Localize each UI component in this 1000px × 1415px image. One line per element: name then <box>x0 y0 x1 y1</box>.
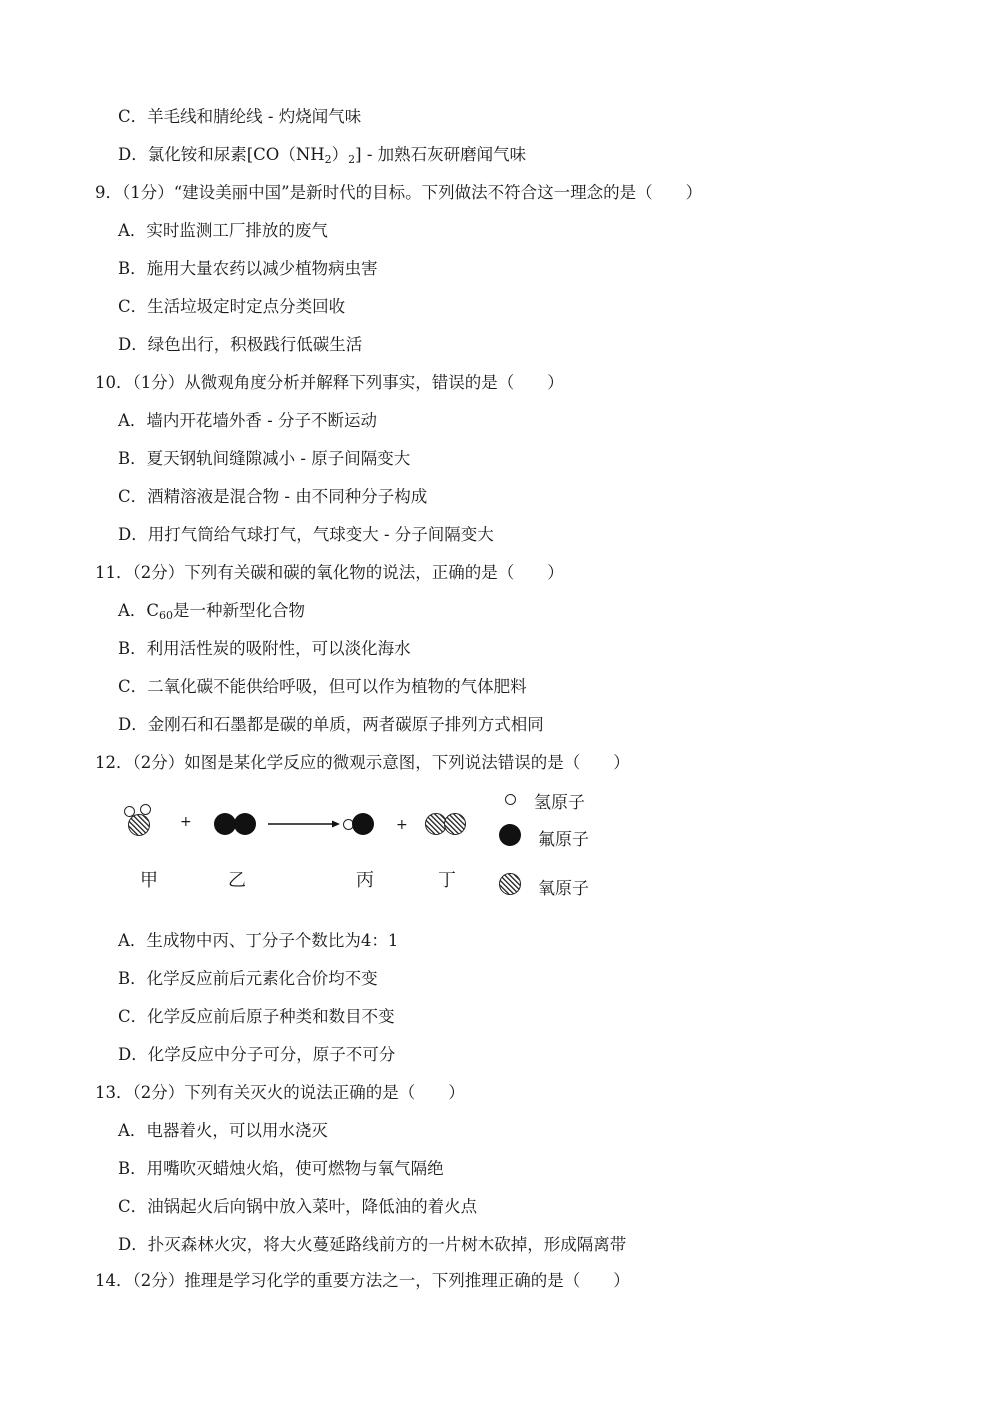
legend-oxygen-icon <box>499 873 521 895</box>
q8-option-d <box>118 144 526 166</box>
q11-option-a-post: 是一种新型化合物 <box>173 601 306 620</box>
q9-option-b: B．施用大量农药以减少植物病虫害 <box>118 259 378 278</box>
label-bing: 丙 <box>356 870 374 891</box>
label-jia: 甲 <box>140 870 158 891</box>
q12-option-b: B．化学反应前后元素化合价均不变 <box>118 969 378 988</box>
q10-option-a: A．墙内开花墙外香 - 分子不断运动 <box>118 411 377 430</box>
q8-option-d-mid: ） <box>331 145 349 164</box>
q11-option-a-sub: 60 <box>159 609 174 622</box>
q9-stem: 9．（1分）“建设美丽中国”是新时代的目标。下列做法不符合这一理念的是（ ） <box>95 183 703 202</box>
q8-option-d-sub2: 2 <box>348 153 356 166</box>
q10-stem: 10．（1分）从微观角度分析并解释下列事实，错误的是（ ） <box>95 373 564 392</box>
q11-option-c: C．二氧化碳不能供给呼吸，但可以作为植物的气体肥料 <box>118 677 527 696</box>
legend-hydrogen-label: 氢原子 <box>534 793 585 813</box>
q13-option-d: D．扑灭森林火灾，将大火蔓延路线前方的一片树木砍掉，形成隔离带 <box>118 1235 627 1254</box>
q8-option-d-pre: D．氯化铵和尿素[CO（NH <box>118 145 325 164</box>
q8-option-d-sub1: 2 <box>324 153 332 166</box>
q8-option-d-post: ] - 加熟石灰研磨闻气味 <box>355 145 527 164</box>
legend-fluorine-label: 氟原子 <box>538 830 589 850</box>
q11-option-d: D．金刚石和石墨都是碳的单质，两者碳原子排列方式相同 <box>118 715 544 734</box>
plus-sign-2: + <box>396 817 408 833</box>
fluorine-atom <box>352 813 374 835</box>
q13-option-b: B．用嘴吹灭蜡烛火焰，使可燃物与氧气隔绝 <box>118 1159 444 1178</box>
q9-option-c: C．生活垃圾定时定点分类回收 <box>118 297 346 316</box>
fluorine-atom <box>234 813 256 835</box>
legend-fluorine-icon <box>499 824 521 846</box>
q13-option-a: A．电器着火，可以用水浇灭 <box>118 1121 328 1140</box>
q9-option-d: D．绿色出行，积极践行低碳生活 <box>118 335 363 354</box>
label-yi: 乙 <box>228 870 246 891</box>
q13-option-c: C．油锅起火后向锅中放入菜叶，降低油的着火点 <box>118 1197 478 1216</box>
q12-option-c: C．化学反应前后原子种类和数目不变 <box>118 1007 395 1026</box>
reaction-diagram <box>118 784 638 904</box>
q11-option-b: B．利用活性炭的吸附性，可以淡化海水 <box>118 639 411 658</box>
q12-option-d: D．化学反应中分子可分，原子不可分 <box>118 1045 396 1064</box>
q11-option-a-pre: A．C <box>118 601 160 620</box>
legend-hydrogen-icon <box>505 794 516 805</box>
q14-stem: 14．（2分）推理是学习化学的重要方法之一，下列推理正确的是（ ） <box>95 1271 630 1290</box>
q12-option-a: A．生成物中丙、丁分子个数比为4：1 <box>118 931 399 950</box>
q9-option-a: A．实时监测工厂排放的废气 <box>118 221 328 240</box>
q10-option-d: D．用打气筒给气球打气，气球变大 - 分子间隔变大 <box>118 525 494 544</box>
label-ding: 丁 <box>438 870 456 891</box>
q10-option-c: C．酒精溶液是混合物 - 由不同种分子构成 <box>118 487 428 506</box>
q10-option-b: B．夏天钢轨间缝隙减小 - 原子间隔变大 <box>118 449 411 468</box>
q12-stem: 12．（2分）如图是某化学反应的微观示意图，下列说法错误的是（ ） <box>95 753 630 772</box>
reaction-arrow <box>268 822 338 826</box>
q11-stem: 11．（2分）下列有关碳和碳的氧化物的说法，正确的是（ ） <box>95 563 564 582</box>
fluorine-atom <box>214 813 236 835</box>
oxygen-atom <box>444 813 466 835</box>
q8-option-c: C．羊毛线和腈纶线 - 灼烧闻气味 <box>118 107 362 126</box>
q13-stem: 13．（2分）下列有关灭火的说法正确的是（ ） <box>95 1083 465 1102</box>
plus-sign-1: + <box>180 814 192 830</box>
oxygen-atom <box>128 814 150 836</box>
q11-option-a <box>118 600 305 622</box>
legend-oxygen-label: 氧原子 <box>538 879 589 899</box>
